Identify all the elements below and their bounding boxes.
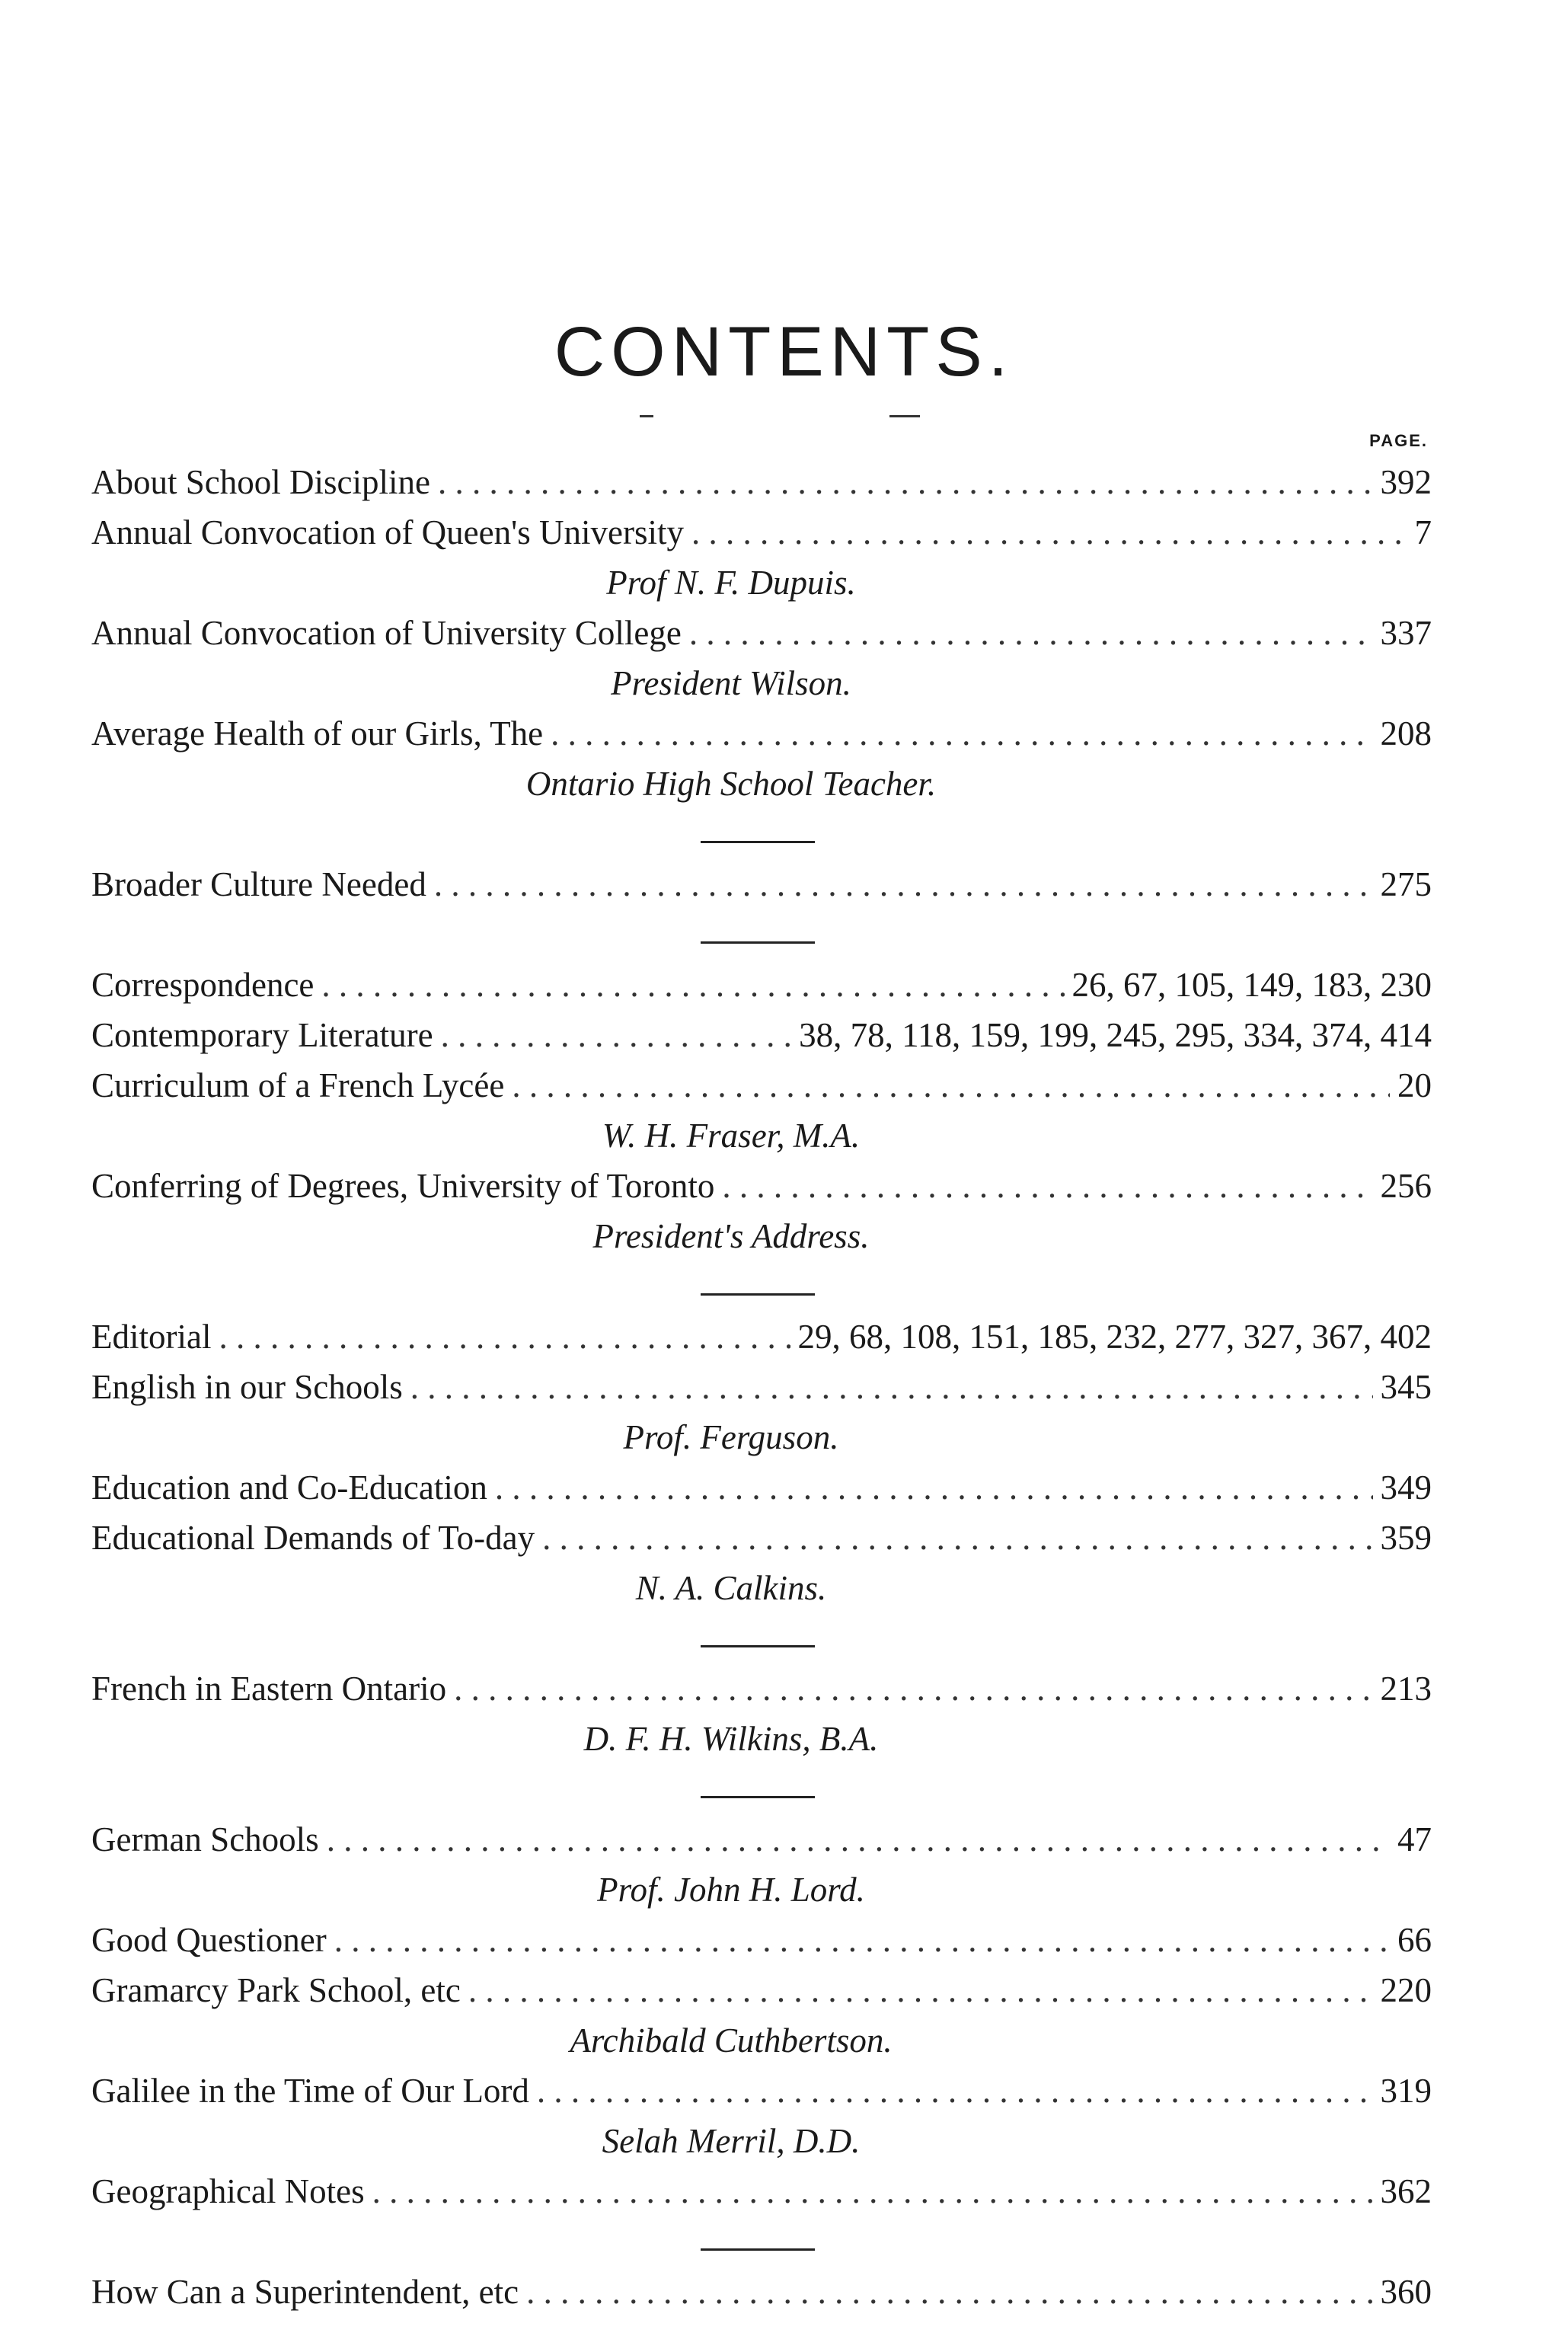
entry-title: Annual Convocation of Queen's University [91,513,684,551]
entry-title: Gramarcy Park School, etc [91,1971,461,2009]
entry-pages: 47 [1397,1820,1432,1858]
dot-leader [537,2066,1373,2116]
entry-pages: 29, 68, 108, 151, 185, 232, 277, 327, 367, 402 [797,1318,1432,1356]
dot-leader [551,708,1372,759]
dot-leader [327,1814,1390,1865]
dot-leader [691,507,1407,558]
entry-title: Geographical Notes [91,2172,365,2210]
entry-title: Contemporary Literature [91,1016,433,1054]
entry-author: Archibald Cuthbertson. [570,2021,893,2060]
entry-pages: 360 [1380,2273,1432,2311]
entry-author: Prof N. F. Dupuis. [606,564,856,602]
table-of-contents [91,457,1432,2317]
dot-leader [512,1060,1390,1110]
entry-title: French in Eastern Ontario [91,1670,447,1708]
entry-pages: 20 [1397,1066,1432,1104]
page-title: CONTENTS. [554,313,1014,391]
entry-pages: 213 [1380,1670,1432,1708]
toc-entry [91,457,1432,507]
toc-entry [91,1513,1432,1563]
entry-title: How Can a Superintendent, etc [91,2273,519,2311]
entry-title: Editorial [91,1318,212,1356]
toc-entry [91,2267,1432,2317]
dot-leader [219,1312,790,1362]
toc-entry [91,1060,1432,1110]
entry-pages: 220 [1380,1971,1432,2009]
toc-entry [91,1462,1432,1513]
entry-title: Average Health of our Girls, The [91,714,544,753]
toc-entry [91,608,1432,658]
section-divider [91,1613,1432,1663]
toc-entry [91,2166,1432,2216]
entry-author: D. F. H. Wilkins, B.A. [583,1720,879,1758]
entry-pages: 256 [1380,1167,1432,1205]
entry-title: Conferring of Degrees, University of Toronto [91,1167,715,1205]
entry-title: Good Questioner [91,1921,327,1959]
dot-leader [689,608,1373,658]
toc-entry [91,1010,1432,1060]
entry-author: Prof. John H. Lord. [597,1871,865,1909]
toc-entry [91,1915,1432,1965]
entry-pages: 38, 78, 118, 159, 199, 245, 295, 334, 374, 414 [799,1016,1432,1054]
entry-pages: 275 [1380,865,1432,903]
toc-entry [91,1814,1432,1865]
section-divider [91,1764,1432,1814]
toc-entry [91,1965,1432,2015]
entry-title: German Schools [91,1820,319,1858]
entry-author: Prof. Ferguson. [623,1418,839,1456]
toc-entry [91,1312,1432,1362]
dot-leader [372,2166,1373,2216]
toc-entry [91,859,1432,909]
section-divider [91,909,1432,960]
entry-pages: 362 [1380,2172,1432,2210]
entry-title: Broader Culture Needed [91,865,426,903]
section-divider [91,809,1432,859]
entry-title: English in our Schools [91,1368,403,1406]
toc-entry [91,708,1432,759]
toc-entry [91,960,1432,1010]
entry-author: W. H. Fraser, M.A. [602,1117,861,1155]
dot-leader [334,1915,1390,1965]
entry-pages: 359 [1380,1519,1432,1557]
entry-title: Curriculum of a French Lycée [91,1066,505,1104]
dot-leader [542,1513,1372,1563]
entry-pages: 319 [1380,2072,1432,2110]
entry-title: Correspondence [91,966,315,1004]
dot-leader [441,1010,792,1060]
toc-entry [91,507,1432,558]
toc-entry [91,1362,1432,1412]
entry-author: Ontario High School Teacher. [525,765,937,803]
entry-pages: 7 [1414,513,1432,551]
dot-leader [438,457,1373,507]
dot-leader [722,1161,1372,1211]
entry-pages: 349 [1380,1468,1432,1507]
dot-leader [454,1663,1372,1714]
entry-title: About School Discipline [91,463,430,501]
entry-pages: 26, 67, 105, 149, 183, 230 [1071,966,1432,1004]
entry-pages: 337 [1380,614,1432,652]
entry-author: President's Address. [592,1217,870,1255]
toc-entry [91,1663,1432,1714]
toc-entry [91,1161,1432,1211]
page-column-header: PAGE. [1369,431,1428,450]
dot-leader [434,859,1373,909]
dot-leader [495,1462,1373,1513]
entry-pages: 392 [1380,463,1432,501]
dot-leader [468,1965,1373,2015]
section-divider [91,1261,1432,1312]
dot-leader [526,2267,1372,2317]
toc-entry [91,2066,1432,2116]
entry-title: Galilee in the Time of Our Lord [91,2072,529,2110]
dot-leader [410,1362,1373,1412]
entry-pages: 345 [1380,1368,1432,1406]
entry-pages: 66 [1397,1921,1432,1959]
section-divider [91,2216,1432,2267]
entry-title: Educational Demands of To-day [91,1519,535,1557]
entry-author: N. A. Calkins. [635,1569,827,1607]
entry-pages: 208 [1380,714,1432,753]
entry-title: Annual Convocation of University College [91,614,682,652]
entry-author: President Wilson. [611,664,851,702]
entry-author: Selah Merril, D.D. [602,2122,861,2160]
dot-leader [321,960,1064,1010]
entry-title: Education and Co-Education [91,1468,487,1507]
